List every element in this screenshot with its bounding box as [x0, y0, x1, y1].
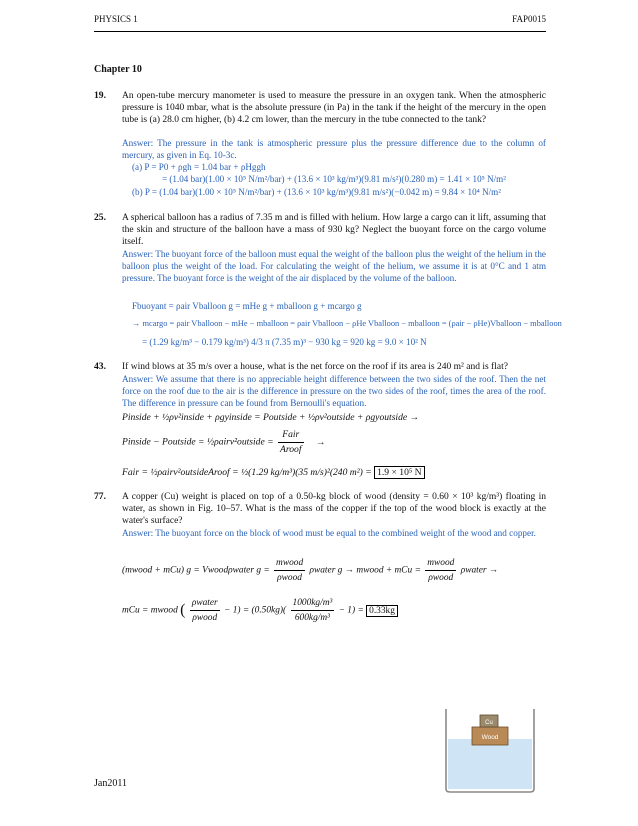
- problem-question: If wind blows at 35 m/s over a house, what is the net force on the roof if its area is 240 m² and is flat?: [122, 362, 508, 372]
- equation: Pinside + ½ρv²inside + ρgyinside = Poutside + ½ρv²outside + ρgyoutside →: [122, 412, 420, 423]
- fraction-numerator: ρwater: [190, 596, 220, 611]
- water: [448, 739, 532, 789]
- copper-label: Cu: [485, 720, 493, 726]
- answer-box: 0.33kg: [366, 605, 398, 617]
- header-right: FAP0015: [512, 14, 546, 24]
- fraction-denominator: ρwood: [277, 573, 302, 583]
- fraction-denominator: ρwood: [192, 613, 218, 623]
- fraction: [425, 556, 456, 585]
- problem-question: A copper (Cu) weight is placed on top of a 0.50-kg block of wood (density = 0.60 × 10³ kg/m³) floating in water, as shown in Fig. 10–57. What is the mass of the copper if the top of the wood block is exactly at the water's surface?: [122, 492, 546, 526]
- equation: → mcargo = ρair Vballoon − mHe − mballoon = ρair Vballoon − ρHe Vballoon − mballoon = (ρair − ρHe)Vballoon − mballoon: [132, 319, 562, 328]
- equation-row: [122, 596, 398, 625]
- footer-date: Jan2011: [94, 778, 127, 789]
- equation-part: Fair = ½ρairv²outsideAroof = ½(1.29 kg/m³)(35 m/s)²(240 m²) =: [122, 467, 372, 478]
- fraction-numerator: 1000kg/m³: [291, 596, 335, 611]
- fraction-numerator: Fair: [278, 428, 304, 443]
- equation: = (1.29 kg/m³ − 0.179 kg/m³) 4/3 π (7.35 m)³ − 930 kg = 920 kg = 9.0 × 10² N: [142, 337, 427, 347]
- problem-answer: Answer: The buoyant force on the block of wood must be equal to the combined weight of the wood and copper.: [122, 528, 536, 538]
- problem-number: 43.: [94, 361, 106, 372]
- equation-part: mCu = mwood: [122, 605, 178, 616]
- answer-box: 1.9 × 10⁵ N: [374, 466, 424, 479]
- equation-part: ρwater g → mwood + mCu =: [309, 565, 421, 576]
- equation-part: (mwood + mCu) g = Vwoodρwater g =: [122, 565, 270, 576]
- fraction: [291, 596, 335, 625]
- equation-part: − 1) = (0.50kg)(: [224, 605, 287, 616]
- fraction-denominator: 600kg/m³: [294, 613, 330, 623]
- problem-number: 77.: [94, 491, 106, 502]
- equation: = (1.04 bar)(1.00 × 10⁵ N/m²/bar) + (13.6 × 10³ kg/m³)(9.81 m/s²)(0.280 m) = 1.41 × 10⁵ N/m²: [162, 174, 506, 184]
- fraction-numerator: mwood: [274, 556, 305, 571]
- chapter-title: Chapter 10: [94, 64, 142, 75]
- equation-part: Pinside − Poutside = ½ρairv²outside =: [122, 436, 274, 448]
- header-rule: [94, 31, 546, 32]
- equation-row: [122, 428, 326, 457]
- problem-answer: Answer: We assume that there is no appreciable height difference between the two sides of the roof. Then the net force on the roof due to the air is the difference in pressure on the two sides of the roof, times the area of the roof. The difference in pressure can be found from Bernoulli's equation.: [122, 374, 546, 408]
- equation-part: − 1) =: [338, 605, 364, 616]
- arrow: →: [315, 436, 326, 448]
- fraction-denominator: ρwood: [428, 573, 454, 583]
- fraction-denominator: Aroof: [280, 444, 302, 455]
- equation-part: ρwater →: [460, 565, 499, 576]
- fraction: [274, 556, 305, 585]
- equation-row: [122, 556, 498, 585]
- problem-answer: Answer: The buoyant force of the balloon must equal the weight of the balloon plus the weight of the helium in the balloon plus the weight of the load. For calculating the weight of the helium, we assume it is at 0°C and 1 atm pressure. The buoyant force is the weight of the air displaced by the volume of the balloon.: [122, 249, 546, 283]
- fraction-numerator: mwood: [425, 556, 456, 571]
- paren: (: [180, 601, 186, 619]
- problem-question: An open-tube mercury manometer is used to measure the pressure in an oxygen tank. When the atmospheric pressure is 1040 mbar, what is the absolute pressure (in Pa) in the tank if the height of the mercury in the open tube is (a) 28.0 cm higher, (b) 4.2 cm lower, than the mercury in the tube connected to the tank?: [122, 91, 546, 125]
- problem-number: 25.: [94, 212, 106, 223]
- header-left: PHYSICS 1: [94, 14, 138, 24]
- problem-number: 19.: [94, 90, 106, 101]
- wood-label: Wood: [481, 734, 499, 741]
- fraction: [190, 596, 220, 625]
- equation-row: [122, 466, 425, 480]
- problem-answer: Answer: The pressure in the tank is atmospheric pressure plus the pressure difference due to the column of mercury, as given in Eq. 10-3c.: [122, 138, 546, 160]
- beaker-figure: [442, 705, 538, 793]
- problem-question: A spherical balloon has a radius of 7.35 m and is filled with helium. How large a cargo can it lift, assuming that the skin and structure of the balloon have a mass of 930 kg? Neglect the buoyant force on the cargo volume itself.: [122, 213, 546, 247]
- fraction: [278, 428, 304, 457]
- equation: (b) P = (1.04 bar)(1.00 × 10⁵ N/m²/bar) + (13.6 × 10³ kg/m³)(9.81 m/s²)(−0.042 m) = 9.84 × 10⁴ N/m²: [132, 187, 501, 197]
- equation: Fbuoyant = ρair Vballoon g = mHe g + mballoon g + mcargo g: [132, 301, 362, 311]
- equation: (a) P = P0 + ρgh = 1.04 bar + ρHggh: [132, 162, 266, 172]
